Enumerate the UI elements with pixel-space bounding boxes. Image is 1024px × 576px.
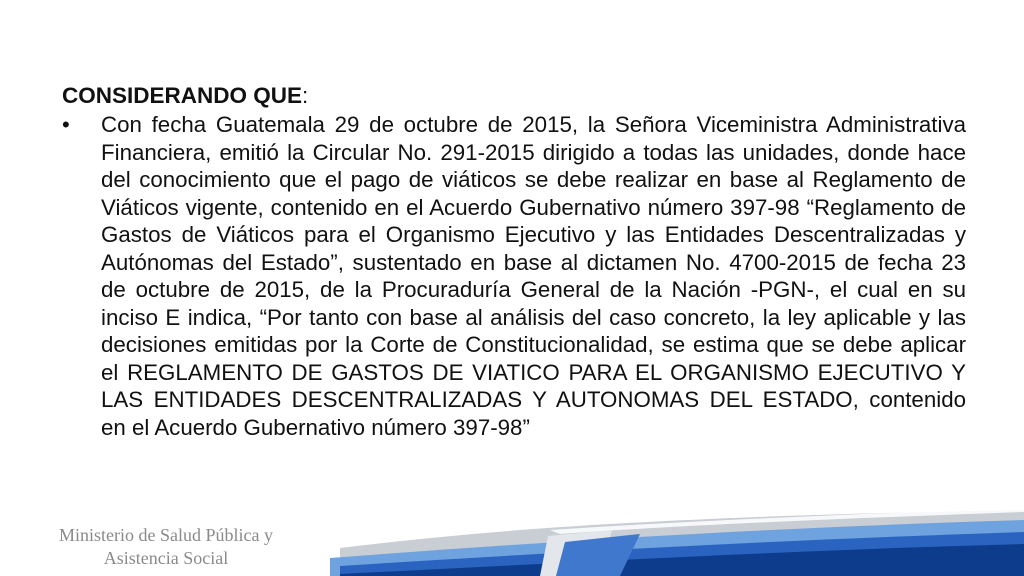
heading-label: CONSIDERANDO QUE (62, 83, 303, 108)
slide-body (62, 82, 966, 441)
ministry-line-1: Ministerio de Salud Pública y (59, 525, 273, 545)
section-heading (62, 82, 966, 110)
bullet-icon: • (62, 112, 70, 137)
bullet-item (62, 111, 966, 441)
heading-colon: : (302, 83, 309, 108)
ministry-line-2: Asistencia Social (103, 548, 229, 568)
bullet-paragraph: Con fecha Guatemala 29 de octubre de 2015, la Señora Viceministra Administrativa Financiera, emitió la Circular No. 291-2015 dirigido a todas las unidades, donde hace del conocimiento que el pago de viáticos se debe realizar en base al Reglamento de Viáticos vigente, contenido en el Acuerdo Gubernativo número 397-98 “Reglamento de Gastos de Viáticos para el Organismo Ejecutivo y las Entidades Descentralizadas y Autónomas del Estado”, sustentado en base al dictamen No. 4700-2015 de fecha 23 de octubre de 2015, de la Procuraduría General de la Nación -PGN-, el cual en su inciso E indica, “Por tanto con base al análisis del caso concreto, la ley aplicable y las decisiones emitidas por la Corte de Constitucionalidad, se estima que se debe aplicar el REGLAMENTO DE GASTOS DE VIATICO PARA EL ORGANISMO EJECUTIVO Y LAS ENTIDADES DESCENTRALIZADAS Y AUTONOMAS DEL ESTADO, contenido en el Acuerdo Gubernativo número 397-98” (101, 112, 966, 440)
ministry-caption (20, 524, 312, 570)
